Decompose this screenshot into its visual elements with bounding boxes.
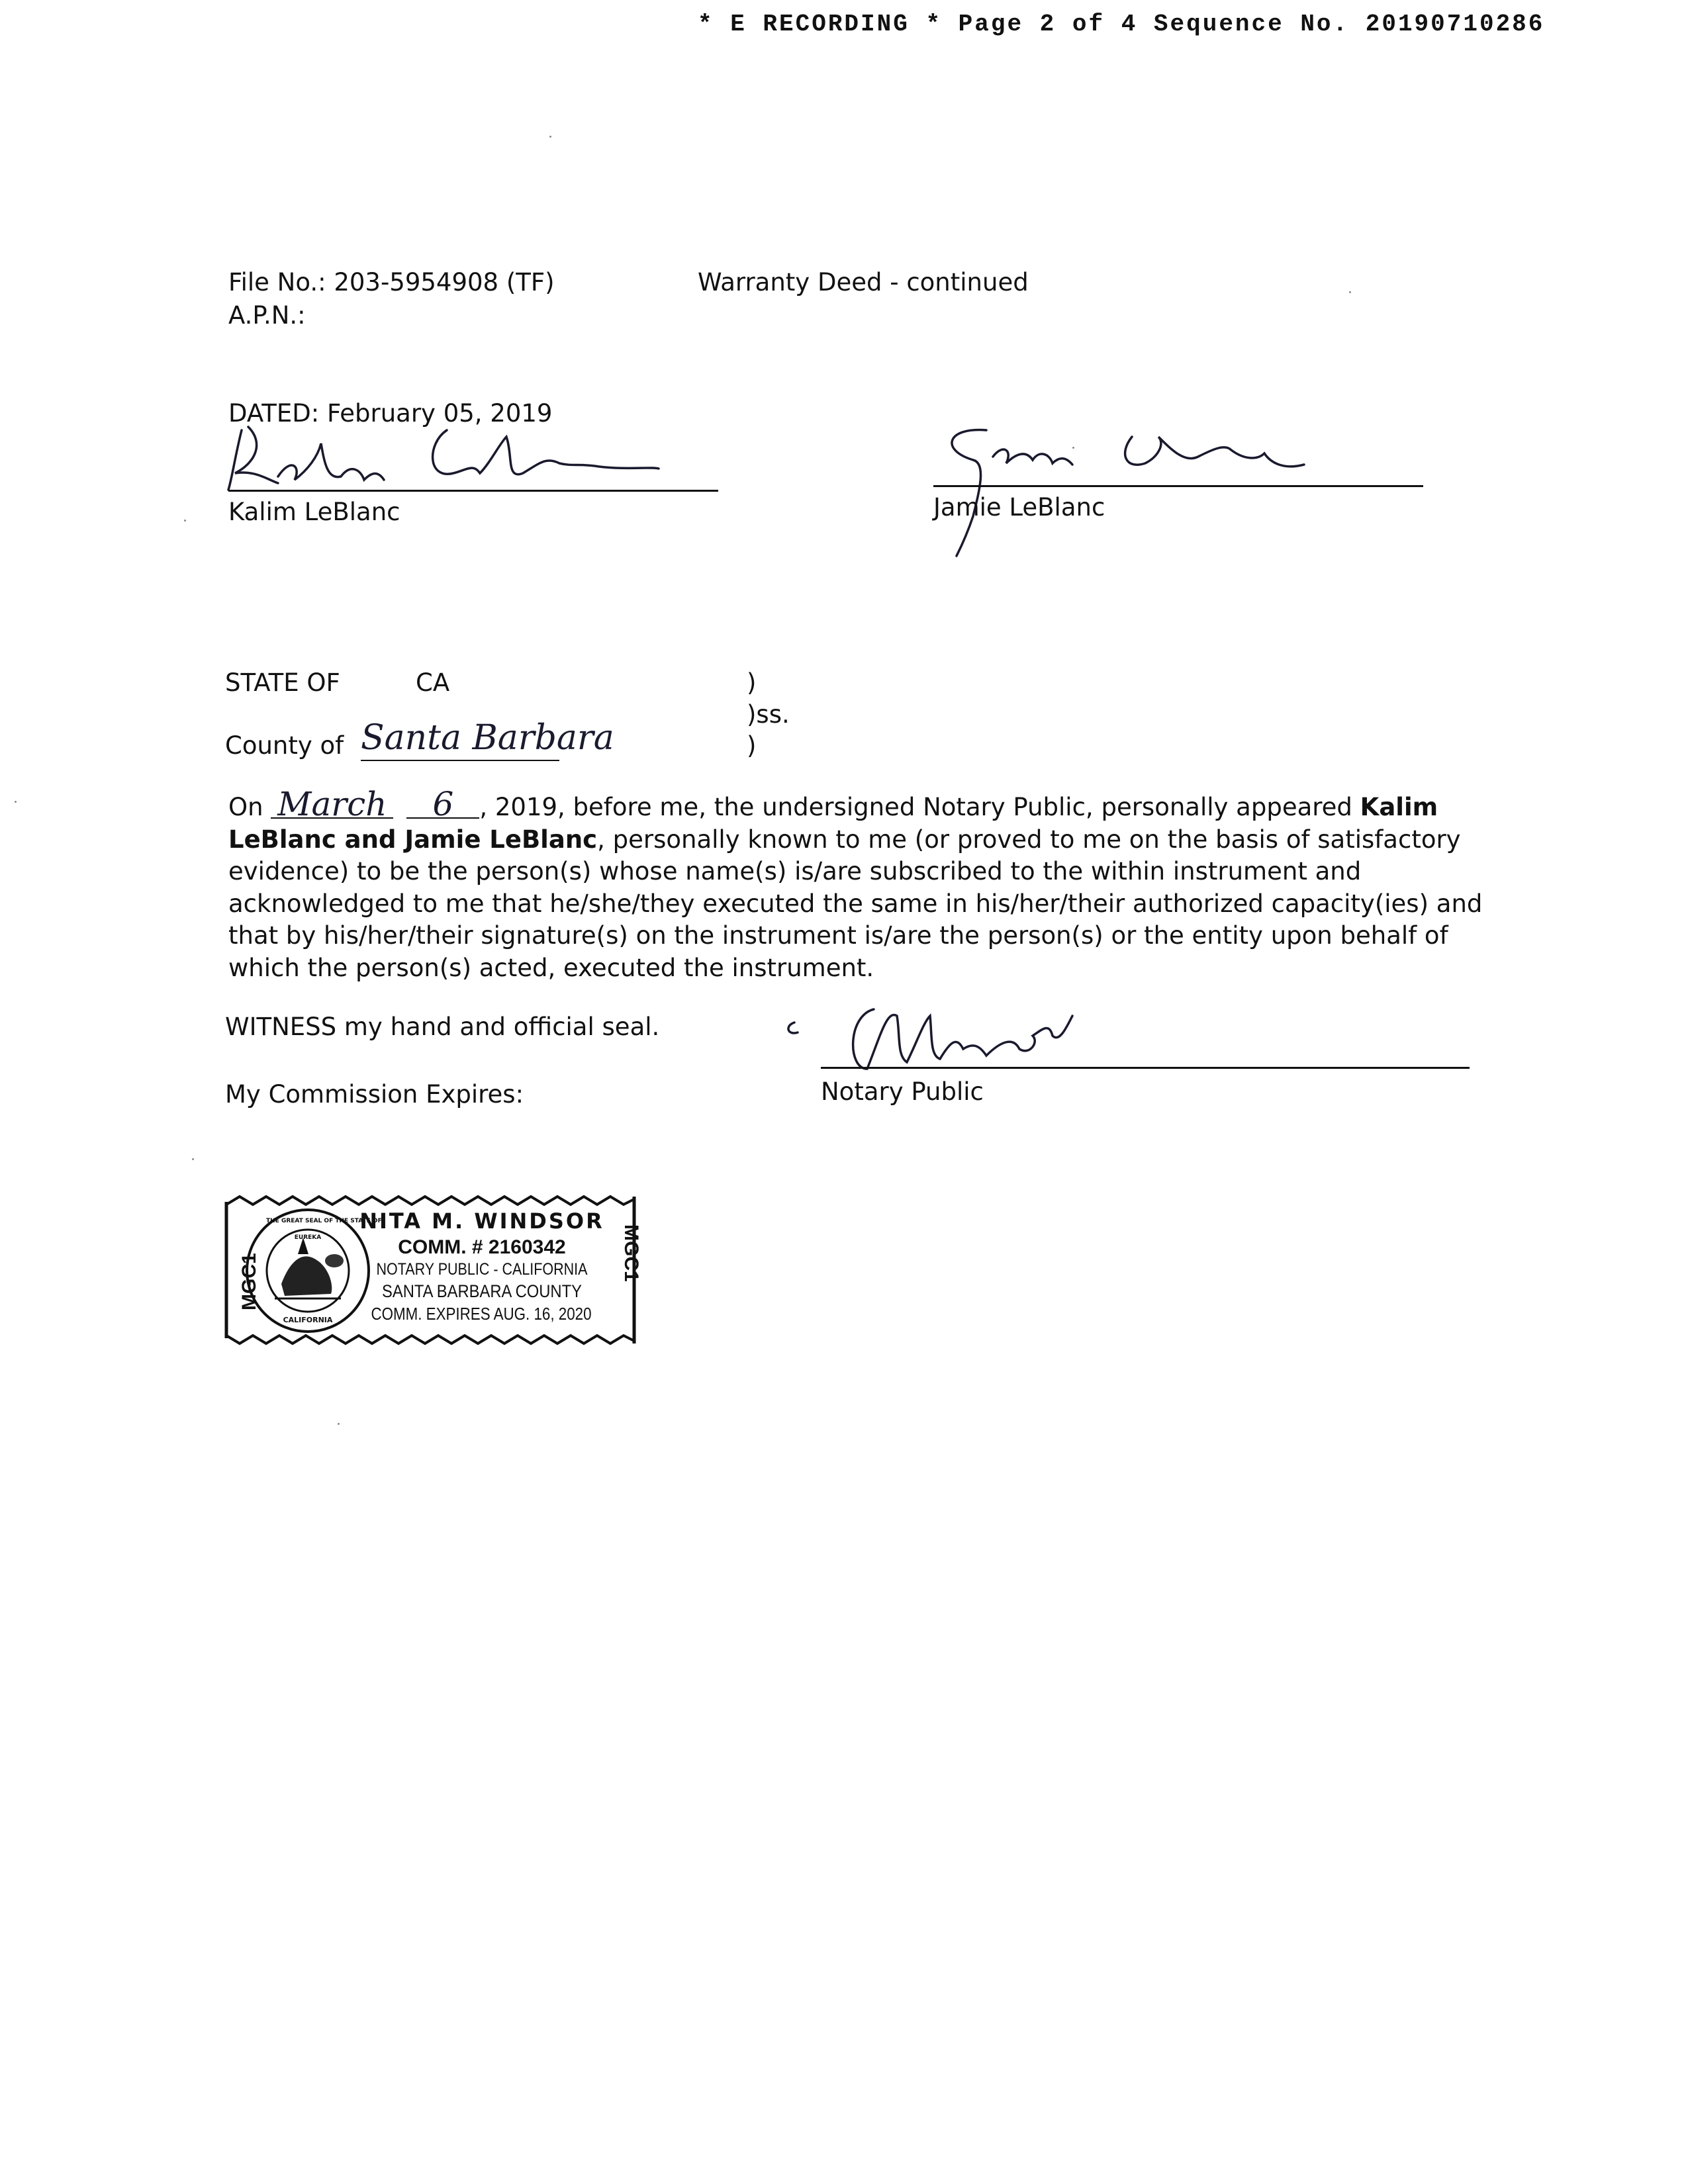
county-label: County of bbox=[225, 731, 344, 760]
document-title: Warranty Deed - continued bbox=[698, 268, 1029, 296]
signature-kalim-leblanc bbox=[228, 417, 731, 496]
venue-paren-ss: )ss. bbox=[747, 700, 790, 729]
seal-comm-number: COMM. # 2160342 bbox=[398, 1236, 566, 1258]
signer-name-right: Jamie LeBlanc bbox=[933, 493, 1105, 522]
scan-speck bbox=[192, 1158, 194, 1160]
seal-county: SANTA BARBARA COUNTY bbox=[382, 1281, 582, 1301]
seal-emblem-bottom: CALIFORNIA bbox=[283, 1316, 333, 1324]
ack-day-handwritten: 6 bbox=[406, 791, 479, 819]
seal-emblem-top: THE GREAT SEAL OF THE STATE OF bbox=[266, 1218, 382, 1224]
witness-line: WITNESS my hand and official seal. bbox=[225, 1013, 660, 1041]
commission-expires: My Commission Expires: bbox=[225, 1080, 524, 1109]
ack-line-6: which the person(s) acted, executed the instrument. bbox=[228, 953, 874, 982]
notary-signature-line bbox=[821, 1067, 1470, 1069]
ack-line-1 bbox=[228, 785, 1440, 824]
ack-name-part1: Kalim bbox=[1360, 793, 1438, 821]
ack-line1-text: , 2019, before me, the undersigned Notary Public, personally appeared bbox=[479, 793, 1352, 821]
seal-side-code-right: MGC1 bbox=[620, 1224, 642, 1282]
ack-month-handwritten: March bbox=[271, 791, 393, 819]
seal-expiration: COMM. EXPIRES AUG. 16, 2020 bbox=[371, 1304, 592, 1324]
signer-name-left: Kalim LeBlanc bbox=[228, 498, 400, 526]
ack-line-3: evidence) to be the person(s) whose name(s) is/are subscribed to the within instrument and bbox=[228, 857, 1362, 886]
signature-notary bbox=[781, 996, 1152, 1075]
ack-line-2 bbox=[228, 824, 1461, 856]
county-value-handwritten: Santa Barbara bbox=[361, 718, 614, 758]
scan-speck bbox=[1072, 447, 1074, 449]
recording-header: * E RECORDING * Page 2 of 4 Sequence No. 20190710286 bbox=[698, 11, 1545, 38]
scan-speck bbox=[1349, 291, 1351, 293]
ack-on: On bbox=[228, 793, 263, 821]
seal-notary-name: NITA M. WINDSOR bbox=[359, 1208, 604, 1234]
scan-speck bbox=[184, 520, 186, 522]
signature-line-right bbox=[933, 485, 1423, 487]
ack-line2-text: , personally known to me (or proved to me on the basis of satisfactory bbox=[597, 825, 1461, 854]
venue-paren-top: ) bbox=[747, 668, 757, 697]
seal-side-code-left: MGC1 bbox=[238, 1253, 260, 1310]
ack-line-4: acknowledged to me that he/she/they executed the same in his/her/their authorized capacity(ies) and bbox=[228, 889, 1483, 918]
scan-speck bbox=[549, 136, 551, 138]
file-number: File No.: 203-5954908 (TF) bbox=[228, 268, 555, 296]
apn-label: A.P.N.: bbox=[228, 301, 306, 330]
state-value: CA bbox=[416, 668, 450, 697]
ack-name-part2: LeBlanc and Jamie LeBlanc bbox=[228, 825, 598, 854]
notary-seal-stamp bbox=[218, 1185, 642, 1353]
notary-public-label: Notary Public bbox=[821, 1077, 984, 1106]
dated-line: DATED: February 05, 2019 bbox=[228, 399, 553, 428]
venue-paren-bottom: ) bbox=[747, 731, 757, 760]
scan-speck bbox=[15, 801, 17, 803]
seal-emblem-motto: EUREKA bbox=[294, 1234, 322, 1241]
ack-line-5: that by his/her/their signature(s) on the instrument is/are the person(s) or the entity upon behalf of bbox=[228, 921, 1448, 950]
acknowledgment-paragraph bbox=[228, 785, 1483, 984]
signature-line-left bbox=[228, 490, 718, 492]
state-label: STATE OF bbox=[225, 668, 340, 697]
seal-title: NOTARY PUBLIC - CALIFORNIA bbox=[376, 1260, 588, 1279]
county-underline bbox=[361, 760, 559, 761]
scan-speck bbox=[338, 1423, 340, 1425]
